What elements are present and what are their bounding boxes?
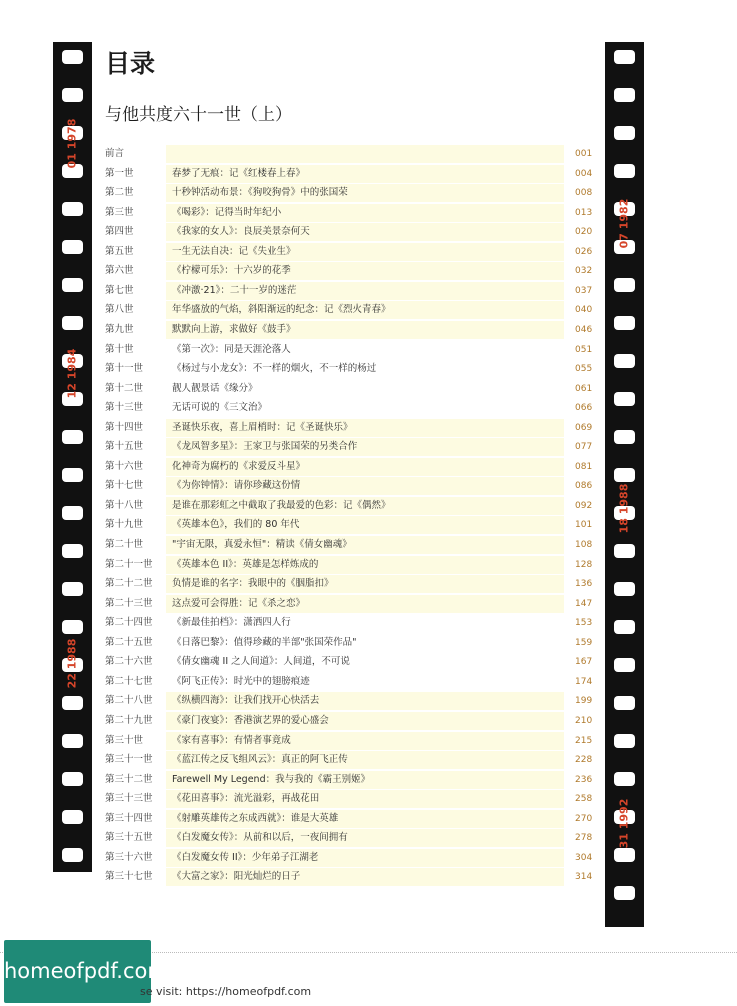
toc-page-number: 013 [575, 207, 593, 218]
toc-title: 春梦了无痕：记《红楼春上春》 [166, 165, 564, 183]
toc-chapter: 第三十六世 [105, 851, 153, 863]
toc-page-number: 270 [575, 813, 593, 824]
toc-row[interactable] [100, 321, 595, 339]
sprocket-hole [614, 88, 635, 102]
toc-title: 《为你钟情》：请你珍藏这份情 [166, 477, 564, 495]
toc-chapter: 第四世 [105, 226, 134, 238]
toc-title: 化神奇为腐朽的《求爱反斗星》 [166, 458, 564, 476]
toc-chapter: 第五世 [105, 245, 134, 257]
toc-title: 靓人靓景话《缘分》 [172, 382, 258, 394]
toc-page-number: 215 [575, 735, 593, 746]
sprocket-hole [62, 848, 83, 862]
toc-title: 《大富之家》：阳光灿烂的日子 [166, 868, 564, 886]
toc-chapter: 第十八世 [105, 499, 144, 511]
toc-title: 《蓝江传之反飞组风云》：真正的阿飞正传 [166, 751, 564, 769]
toc-row[interactable] [100, 653, 595, 671]
toc-chapter: 第三十世 [105, 734, 144, 746]
toc-title: 《阿飞正传》：时光中的翅膀痕迹 [172, 675, 310, 687]
toc-title: 《第一次》：同是天涯沦落人 [172, 343, 291, 355]
toc-chapter: 第十六世 [105, 460, 144, 472]
toc-title: 《白发魔女传 II》：少年弟子江湖老 [166, 849, 564, 867]
sprocket-hole [62, 620, 83, 634]
toc-title: 《倩女幽魂 II 之人间道》：人间道，不可说 [172, 656, 350, 668]
toc-row[interactable] [100, 262, 595, 280]
toc-title: 《白发魔女传》：从前和以后，一夜间拥有 [166, 829, 564, 847]
toc-chapter: 第三十四世 [105, 812, 153, 824]
toc-page-number: 061 [575, 383, 593, 394]
toc-chapter: 第十一世 [105, 363, 144, 375]
toc-title: 圣诞快乐夜，喜上眉梢时：记《圣诞快乐》 [166, 419, 564, 437]
sprocket-hole [62, 696, 83, 710]
toc-page-number: 032 [575, 266, 593, 277]
film-strip-right [605, 42, 644, 927]
toc-page-number: 001 [575, 149, 593, 159]
toc-title: 《日落巴黎》：值得珍藏的半部"张国荣作品" [172, 636, 357, 648]
toc-title: 默默向上游，求做好《鼓手》 [166, 321, 564, 339]
toc-row[interactable] [100, 204, 595, 222]
toc-title: 《龙凤智多星》：王家卫与张国荣的另类合作 [166, 438, 564, 456]
toc-row[interactable] [100, 634, 595, 652]
sprocket-hole [62, 240, 83, 254]
toc-page-number: 210 [575, 715, 593, 726]
toc-title: 《英雄本色 II》：英雄是怎样炼成的 [166, 556, 564, 574]
toc-page-number: 069 [575, 422, 593, 433]
toc-chapter: 第二十七世 [105, 675, 153, 687]
toc-row[interactable] [100, 732, 595, 750]
toc-page-number: 108 [575, 540, 593, 550]
toc-page-number: 008 [575, 188, 593, 199]
toc-row[interactable] [100, 458, 595, 476]
toc-row[interactable] [100, 438, 595, 456]
toc-row[interactable] [100, 849, 595, 867]
sprocket-hole [62, 50, 83, 64]
film-frame-mark: 18 1988 [617, 483, 631, 534]
toc-title: "宇宙无限，真爱永恒"：精读《倩女幽魂》 [166, 536, 564, 554]
toc-title: 《射雕英雄传之东成西就》：谁是大英雄 [166, 810, 564, 828]
toc-row[interactable] [100, 165, 595, 183]
film-strip-left [53, 42, 92, 872]
toc-title: 无话可说的《三文治》 [172, 402, 268, 414]
toc-title: 《杨过与小龙女》：不一样的烟火，不一样的杨过 [172, 363, 377, 375]
toc-row[interactable] [100, 556, 595, 574]
toc-page-number: 051 [575, 344, 593, 355]
sprocket-hole [614, 278, 635, 292]
sprocket-hole [614, 620, 635, 634]
toc-chapter: 第七世 [105, 284, 134, 296]
toc-chapter: 第三十五世 [105, 832, 153, 844]
toc-chapter: 第十七世 [105, 480, 144, 492]
toc-title: 《纵横四海》：让我们找开心快活去 [166, 692, 564, 710]
toc-page-number: 174 [575, 676, 593, 687]
toc-row[interactable] [100, 868, 595, 886]
sprocket-hole [614, 164, 635, 178]
toc-row[interactable] [100, 341, 595, 359]
toc-row[interactable] [100, 516, 595, 534]
toc-row[interactable] [100, 301, 595, 319]
toc-page-number: 228 [575, 755, 593, 766]
toc-row[interactable] [100, 399, 595, 417]
toc-chapter: 第十世 [105, 343, 134, 355]
sprocket-hole [614, 772, 635, 786]
toc-row[interactable] [100, 614, 595, 632]
toc-row[interactable] [100, 829, 595, 847]
sprocket-hole [62, 506, 83, 520]
film-frame-mark: 22 1988 [65, 638, 79, 689]
toc-page-number: 040 [575, 305, 593, 316]
toc-chapter: 第二十二世 [105, 578, 153, 590]
toc-chapter: 第八世 [105, 304, 134, 316]
sprocket-hole [62, 544, 83, 558]
toc-chapter: 第三十七世 [105, 871, 153, 883]
toc-chapter: 第三十三世 [105, 793, 153, 805]
toc-chapter: 第二十六世 [105, 656, 153, 668]
toc-page-number: 159 [575, 637, 593, 648]
sprocket-hole [614, 50, 635, 64]
toc-chapter: 第三十二世 [105, 773, 153, 785]
toc-title: 《柠檬可乐》：十六岁的花季 [166, 262, 564, 280]
sprocket-hole [62, 734, 83, 748]
toc-page-number: 026 [575, 246, 593, 257]
toc-page-number: 236 [575, 774, 593, 785]
toc-row[interactable] [100, 243, 595, 261]
toc-row[interactable] [100, 712, 595, 730]
toc-title: 《喝彩》：记得当时年纪小 [166, 204, 564, 222]
toc-chapter: 第十二世 [105, 382, 144, 394]
sprocket-hole [614, 734, 635, 748]
toc-chapter: 第十五世 [105, 441, 144, 453]
toc-row[interactable] [100, 771, 595, 789]
toc-title: 《花田喜事》：流光溢彩，再战花田 [166, 790, 564, 808]
toc-page-number: 278 [575, 833, 593, 844]
sprocket-hole [614, 848, 635, 862]
toc-row[interactable] [100, 380, 595, 398]
toc-title: 《我家的女人》：良辰美景奈何天 [166, 223, 564, 241]
sprocket-hole [62, 582, 83, 596]
toc-page-number: 046 [575, 324, 593, 335]
toc-page-number: 037 [575, 285, 593, 296]
toc-page-number: 020 [575, 227, 593, 238]
film-frame-mark: 12 1984 [65, 348, 79, 399]
toc-row[interactable] [100, 575, 595, 593]
toc-page-number: 086 [575, 481, 593, 492]
toc-chapter: 第二十一世 [105, 558, 153, 570]
toc-row[interactable] [100, 184, 595, 202]
toc-row[interactable] [100, 360, 595, 378]
toc-page-number: 004 [575, 168, 593, 179]
toc-page-number: 167 [575, 657, 593, 668]
sprocket-hole [614, 886, 635, 900]
toc-row[interactable] [100, 145, 595, 163]
sprocket-hole [614, 582, 635, 596]
film-frame-mark: 01 1978 [65, 118, 79, 169]
section-subtitle: 与他共度六十一世（上） [105, 105, 292, 125]
toc-row[interactable] [100, 223, 595, 241]
sprocket-hole [614, 468, 635, 482]
sprocket-hole [614, 354, 635, 368]
sprocket-hole [62, 202, 83, 216]
toc-row[interactable] [100, 673, 595, 691]
toc-chapter: 第二十九世 [105, 714, 153, 726]
toc-page-number: 055 [575, 364, 593, 375]
film-frame-mark: 07 1982 [617, 198, 631, 249]
toc-chapter: 第十九世 [105, 519, 144, 531]
sprocket-hole [614, 126, 635, 140]
toc-title: Farewell My Legend：我与我的《霸王别姬》 [166, 771, 564, 789]
toc-row[interactable] [100, 477, 595, 495]
toc-row[interactable] [100, 282, 595, 300]
toc-page-number: 066 [575, 403, 593, 414]
toc-page-number: 199 [575, 696, 593, 707]
toc-row[interactable] [100, 536, 595, 554]
toc-row[interactable] [100, 810, 595, 828]
sprocket-hole [62, 810, 83, 824]
sprocket-hole [62, 468, 83, 482]
toc-chapter: 第二十世 [105, 539, 144, 550]
toc-title: 一生无法自决：记《失业生》 [166, 243, 564, 261]
toc-chapter: 第二十四世 [105, 617, 153, 629]
toc-title: 《豪门夜宴》：香港演艺界的爱心盛会 [166, 712, 564, 730]
sprocket-hole [614, 544, 635, 558]
toc-page-number: 101 [575, 520, 593, 531]
toc-chapter: 第二十八世 [105, 695, 153, 707]
toc-title [166, 145, 564, 163]
film-frame-mark: 31 1992 [617, 798, 631, 849]
sprocket-hole [614, 696, 635, 710]
sprocket-hole [614, 658, 635, 672]
toc-chapter: 前言 [105, 148, 125, 159]
toc-chapter: 第二十五世 [105, 636, 153, 648]
toc-row[interactable] [100, 419, 595, 437]
toc-title: 这点爱可会得胜：记《杀之恋》 [166, 595, 564, 613]
toc-title: 《冲激·21》：二十一岁的迷茫 [166, 282, 564, 300]
toc-page-number: 081 [575, 461, 593, 472]
watermark-logo[interactable]: homeofpdf.com [4, 940, 151, 1003]
sprocket-hole [62, 278, 83, 292]
toc-page-number: 128 [575, 559, 593, 570]
toc-chapter: 第三世 [105, 206, 134, 218]
sprocket-hole [62, 88, 83, 102]
toc-page-number: 092 [575, 500, 593, 511]
toc-title: 年华盛放的气焰，斜阳渐远的纪念：记《烈火青春》 [166, 301, 564, 319]
toc-title: 《家有喜事》：有情者事竟成 [166, 732, 564, 750]
toc-chapter: 第二十三世 [105, 597, 153, 609]
toc-chapter: 第十四世 [105, 421, 144, 433]
toc-chapter: 第六世 [105, 265, 134, 277]
toc-title: 《新最佳拍档》：潇洒四人行 [172, 617, 291, 629]
toc-row[interactable] [100, 595, 595, 613]
page-title: 目录 [105, 49, 156, 78]
toc-row[interactable] [100, 497, 595, 515]
toc-row[interactable] [100, 790, 595, 808]
toc-page-number: 153 [575, 618, 593, 629]
toc-title: 是谁在那彩虹之中截取了我最爱的色彩：记《偶然》 [166, 497, 564, 515]
toc-chapter: 第十三世 [105, 402, 144, 414]
toc-page-number: 304 [575, 852, 593, 863]
sprocket-hole [614, 316, 635, 330]
sprocket-hole [62, 316, 83, 330]
toc-page-number: 147 [575, 598, 593, 609]
toc-chapter: 第九世 [105, 323, 134, 335]
toc-title: 《英雄本色》，我们的 80 年代 [166, 516, 564, 534]
watermark-visit-text[interactable]: se visit: https://homeofpdf.com [140, 985, 312, 998]
sprocket-hole [614, 392, 635, 406]
toc-title: 负情是谁的名字：我眼中的《胭脂扣》 [166, 575, 564, 593]
toc-page-number: 258 [575, 794, 593, 805]
sprocket-hole [62, 772, 83, 786]
toc-page-number: 314 [575, 872, 593, 883]
toc-page-number: 136 [575, 579, 593, 590]
toc-page-number: 077 [575, 442, 593, 453]
toc-row[interactable] [100, 692, 595, 710]
toc-row[interactable] [100, 751, 595, 769]
sprocket-hole [614, 430, 635, 444]
sprocket-hole [62, 430, 83, 444]
toc-chapter: 第一世 [105, 167, 134, 179]
toc-chapter: 第二世 [105, 187, 134, 199]
toc-chapter: 第三十一世 [105, 754, 153, 766]
toc-title: 十秒钟活动布景：《狗咬狗骨》中的张国荣 [166, 184, 564, 202]
